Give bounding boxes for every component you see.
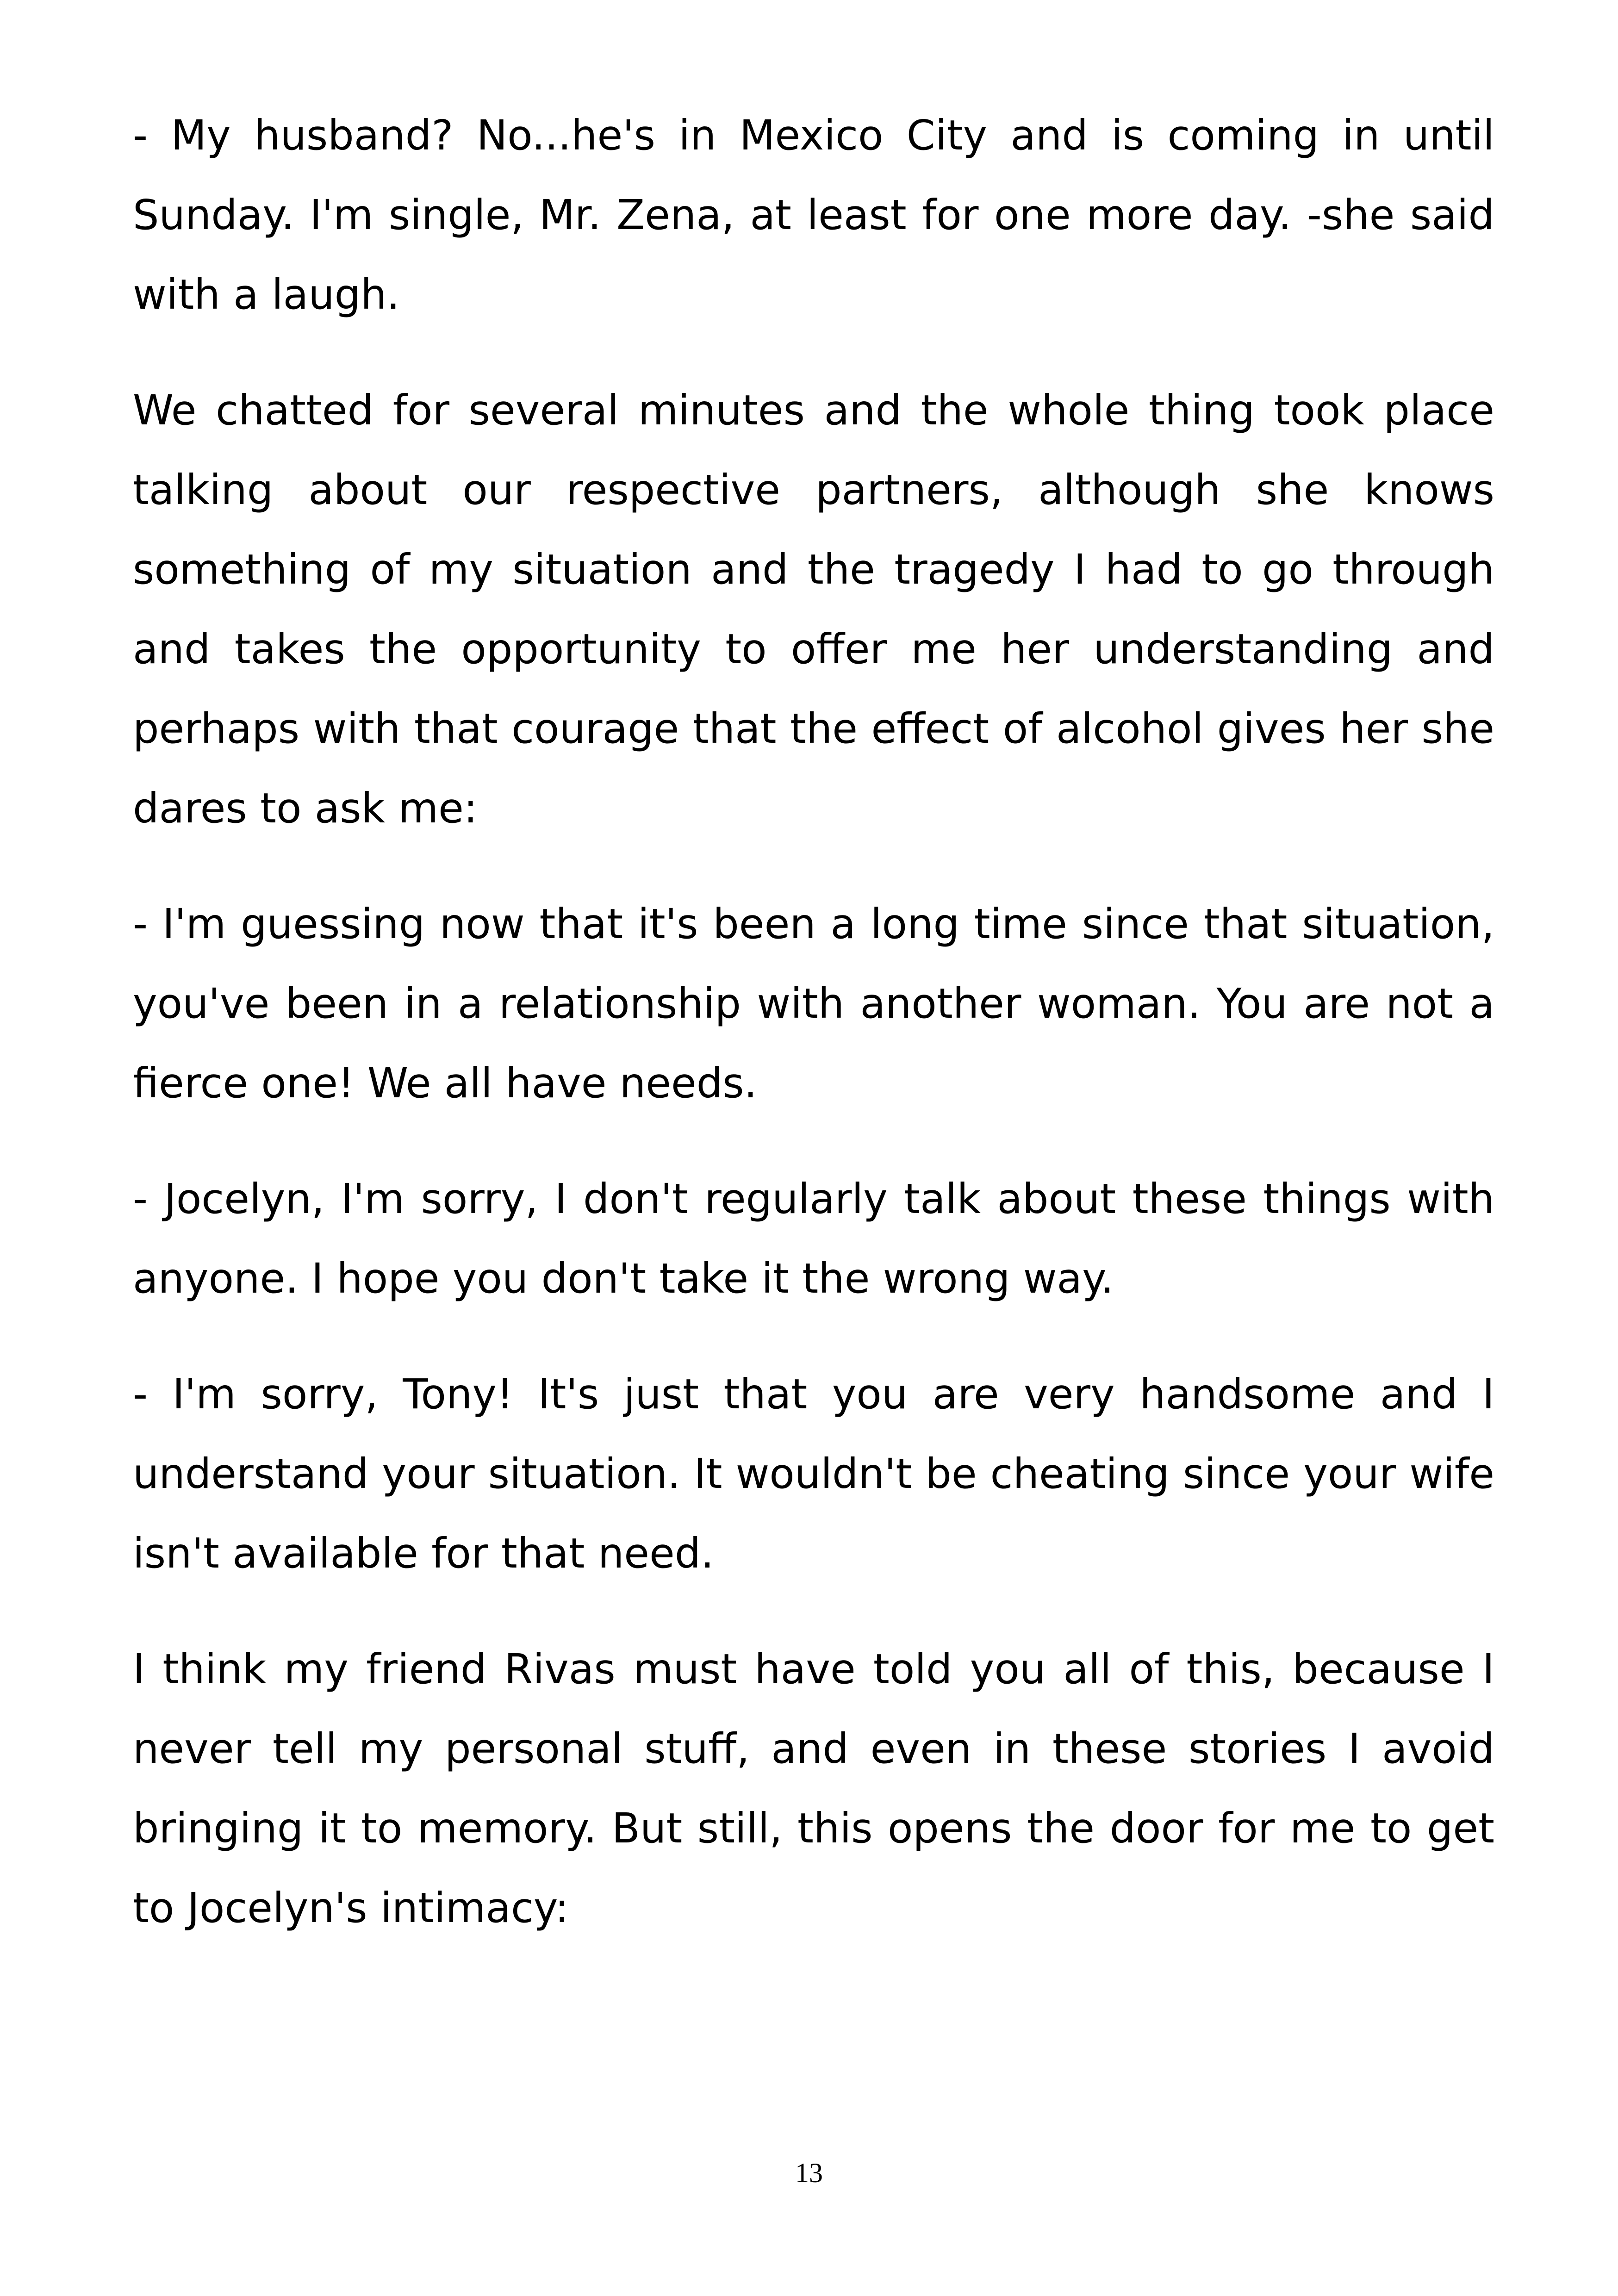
page-number: 13 [795, 2158, 823, 2188]
paragraph: - I'm guessing now that it's been a long time since that situation, you've been in a relationship with another woman. You are not a fierce one! We all have needs. [133, 900, 1494, 1107]
body-text [133, 95, 1494, 1984]
paragraph: - Jocelyn, I'm sorry, I don't regularly talk about these things with anyone. I hope you don't take it the wrong way. [133, 1175, 1494, 1302]
paragraph: - I'm sorry, Tony! It's just that you are very handsome and I understand your situation. It wouldn't be cheating since your wife isn't available for that need. [133, 1370, 1494, 1577]
paragraph: We chatted for several minutes and the whole thing took place talking about our respective partners, although she knows something of my situation and the tragedy I had to go through and takes the opportunity to offer me her understanding and perhaps with that courage that the effect of alcohol gives her she dares to ask me: [133, 386, 1494, 832]
paragraph: I think my friend Rivas must have told you all of this, because I never tell my personal stuff, and even in these stories I avoid bringing it to memory. But still, this opens the door for me to get to Jocelyn's intimacy: [133, 1645, 1494, 1932]
paragraph: - My husband? No...he's in Mexico City and is coming in until Sunday. I'm single, Mr. Zena, at least for one more day. -she said with a laugh. [133, 111, 1494, 318]
